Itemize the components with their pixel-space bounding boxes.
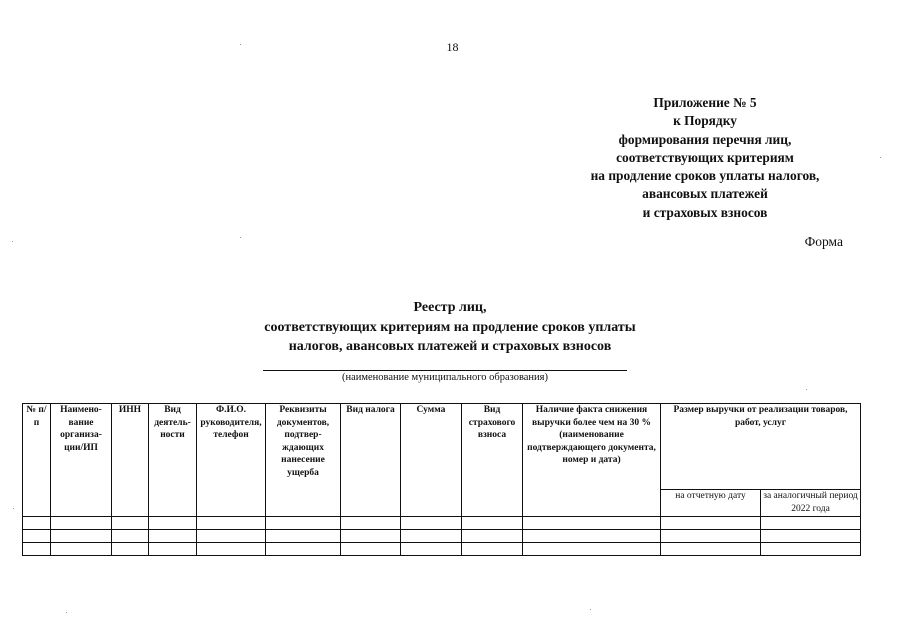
page-number: 18	[446, 40, 459, 54]
scan-speck	[806, 389, 807, 390]
document-title	[200, 298, 700, 357]
appendix-heading	[560, 94, 850, 222]
table-row	[23, 517, 861, 530]
scan-speck	[66, 612, 67, 613]
scan-speck	[240, 237, 241, 238]
header-director: Ф.И.О. руководителя, телефон	[197, 404, 266, 517]
header-amount: Сумма	[401, 404, 462, 517]
header-revenue-prior: за аналогичный период 2022 года	[761, 490, 861, 517]
header-insurance-type: Вид страхового взноса	[462, 404, 523, 517]
header-revenue-drop: Наличие факта снижения выручки более чем на 30 % (наименование подтверждающего документа, номер и дата)	[523, 404, 661, 517]
header-revenue-size: Размер выручки от реализации товаров, работ, услуг	[661, 404, 861, 490]
registry-table	[22, 403, 861, 556]
appendix-line: авансовых платежей	[642, 186, 768, 202]
appendix-line: соответствующих критериям	[616, 149, 794, 165]
appendix-line: к Порядку	[673, 113, 737, 129]
municipality-caption: (наименование муниципального образования)	[341, 372, 549, 383]
header-damage-documents: Реквизиты документов, подтвер-ждающих нанесение ущерба	[266, 404, 341, 517]
scan-speck	[880, 157, 881, 158]
header-activity: Вид деятель-ности	[149, 404, 197, 517]
appendix-line: на продление сроков уплаты налогов,	[590, 168, 820, 184]
header-tax-type: Вид налога	[341, 404, 401, 517]
scan-speck	[13, 508, 14, 509]
table-row	[23, 530, 861, 543]
header-num: № п/п	[23, 404, 51, 517]
form-label: Форма	[804, 234, 843, 249]
header-organization-name: Наимено-вание организа-ции/ИП	[51, 404, 112, 517]
scan-speck	[12, 241, 13, 242]
appendix-line: формирования перечня лиц,	[618, 131, 792, 147]
municipality-fill-line	[263, 370, 627, 371]
title-line: налогов, авансовых платежей и страховых взносов	[288, 339, 612, 354]
scan-speck	[590, 609, 591, 610]
title-line: Реестр лиц,	[413, 300, 487, 315]
header-revenue-current: на отчетную дату	[661, 490, 761, 517]
scan-speck	[240, 44, 241, 45]
header-inn: ИНН	[112, 404, 149, 517]
appendix-line: и страховых взносов	[642, 204, 768, 220]
title-line: соответствующих критериям на продление сроков уплаты	[264, 319, 636, 335]
appendix-line: Приложение № 5	[653, 95, 757, 110]
table-row	[23, 543, 861, 556]
